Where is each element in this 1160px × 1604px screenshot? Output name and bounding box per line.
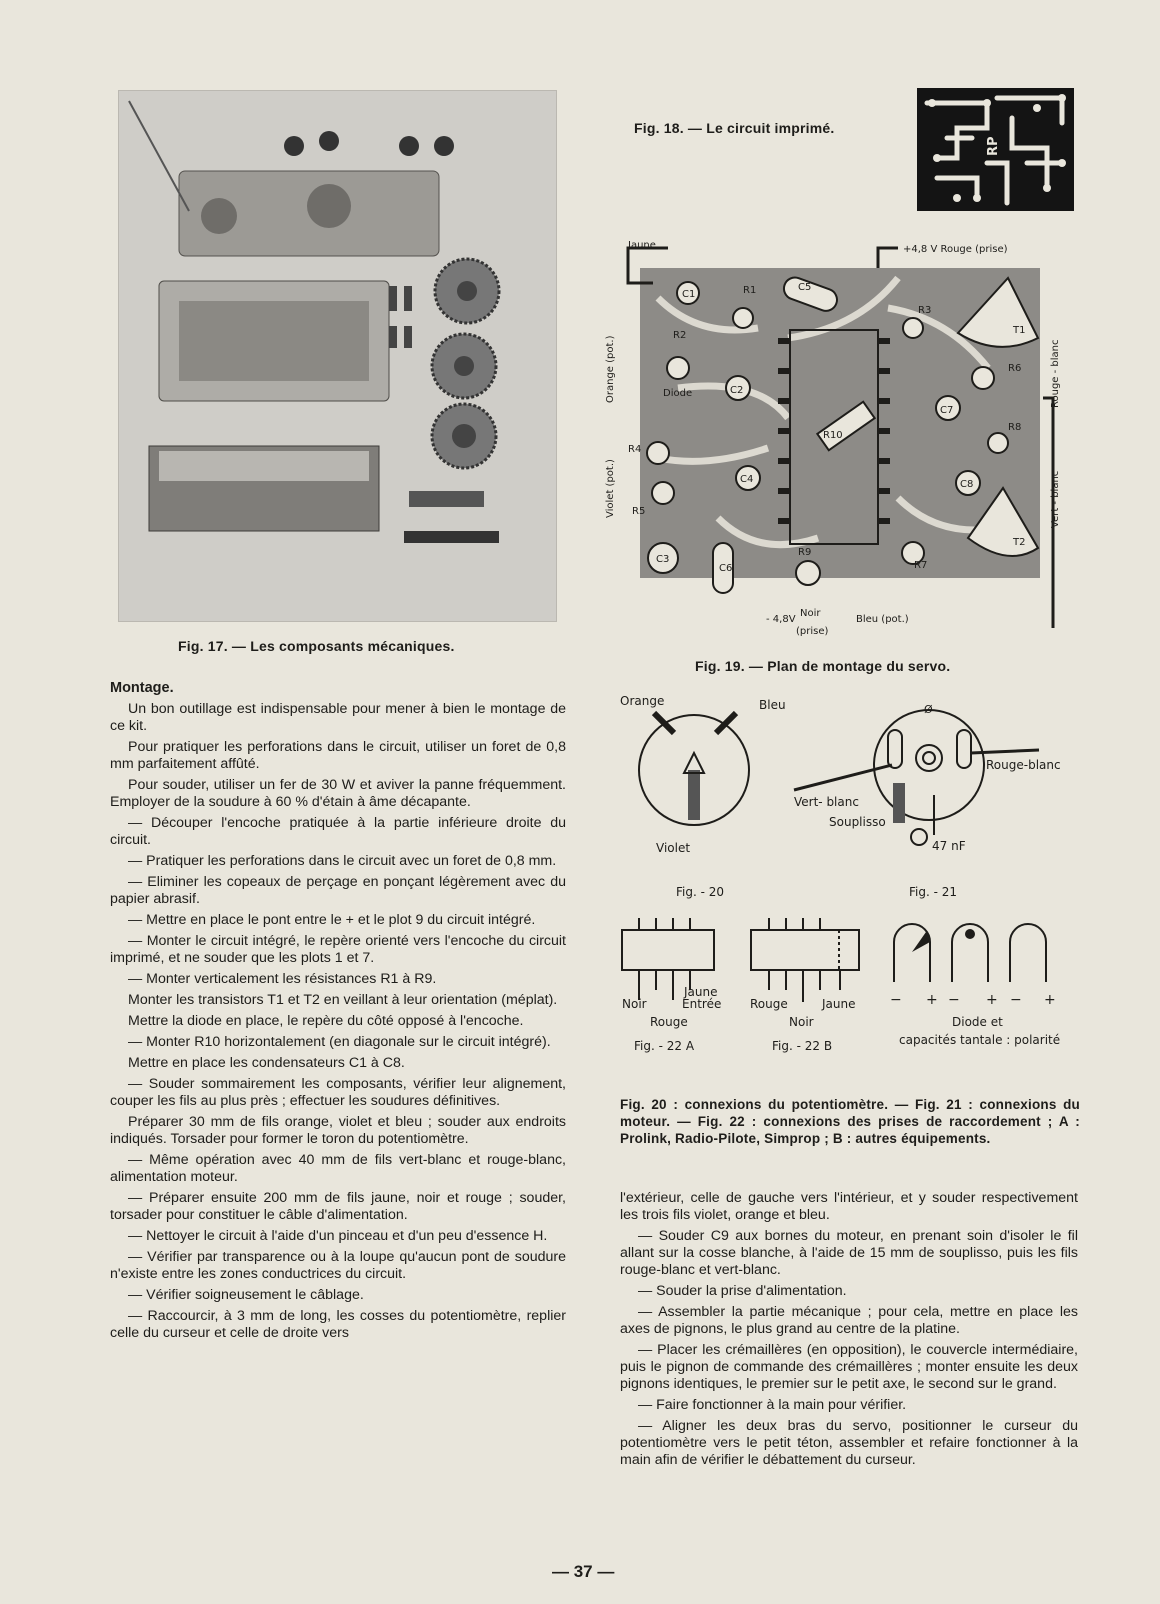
- svg-text:+: +: [926, 992, 938, 1008]
- vert-blanc-label: Vert - blanc: [1050, 470, 1061, 528]
- fig17-photo: [118, 90, 557, 622]
- fig21-vert-blanc-label: Vert- blanc: [794, 795, 859, 809]
- rouge-blanc-label: Rouge - blanc: [1050, 339, 1061, 408]
- t2-label: T2: [1013, 537, 1026, 548]
- paragraph: Pour pratiquer les perforations dans le circuit, utiliser un foret de 0,8 mm parfaitement affûté.: [110, 739, 566, 772]
- fig21-cap-label: 47 nF: [932, 839, 966, 853]
- paragraph: — Monter le circuit intégré, le repère orienté vers l'encoche du circuit imprimé, et ne souder que les plots 1 et 7.: [110, 933, 566, 966]
- r7-label: R7: [914, 560, 928, 571]
- paragraph: Pour souder, utiliser un fer de 30 W et aviver la panne fréquemment. Employer de la soudure à 60 % d'étain à âme décapante.: [110, 777, 566, 810]
- paragraph: — Vérifier soigneusement le câblage.: [128, 1287, 364, 1303]
- jaune-wire-label: Jaune: [628, 240, 656, 251]
- c7-label: C7: [940, 405, 954, 416]
- paragraph: Préparer 30 mm de fils orange, violet et bleu ; souder aux endroits indiqués. Torsader pour former le toron du potentiomètre.: [110, 1114, 566, 1147]
- c1-label: C1: [682, 289, 696, 300]
- fig18-printed-circuit: [917, 88, 1074, 211]
- fig20-22-caption: Fig. 20 : connexions du potentiomètre. — Fig. 21 : connexions du moteur. — Fig. 22 : connexions des prises de raccordement ; A : Prolink, Radio-Pilote, Simprop ; B : autres équipements.: [620, 1097, 1080, 1146]
- mechanical-components-photo: [119, 91, 556, 621]
- paragraph: — Même opération avec 40 mm de fils vert-blanc et rouge-blanc, alimentation moteur.: [110, 1152, 566, 1185]
- fig22a-rouge-label: Rouge: [650, 1015, 688, 1029]
- paragraph: — Découper l'encoche pratiquée à la partie inférieure droite du circuit.: [110, 815, 566, 848]
- fig18-caption: Fig. 18. — Le circuit imprimé.: [634, 120, 835, 136]
- fig19-assembly-plan: [605, 238, 1078, 646]
- r10-label: R10: [823, 430, 843, 441]
- paragraph: — Raccourcir, à 3 mm de long, les cosses du potentiomètre, replier celle du curseur et celle de droite vers: [110, 1308, 566, 1341]
- paragraph: — Pratiquer les perforations dans le circuit avec un foret de 0,8 mm.: [128, 853, 557, 869]
- prise-label: (prise): [796, 626, 829, 637]
- c8-label: C8: [960, 479, 974, 490]
- c3-label: C3: [656, 554, 670, 565]
- fig20-label: Fig. - 20: [676, 885, 725, 899]
- fig20-violet-label: Violet: [656, 841, 691, 855]
- paragraph: — Monter R10 horizontalement (en diagonale sur le circuit intégré).: [128, 1034, 551, 1050]
- fig22b-label: Fig. - 22 B: [772, 1039, 833, 1053]
- fig20-bleu-label: Bleu: [759, 698, 786, 712]
- paragraph: — Préparer ensuite 200 mm de fils jaune, noir et rouge ; souder, torsader pour constituer le câble d'alimentation.: [110, 1190, 566, 1223]
- paragraph: — Placer les crémaillères (en opposition), le couvercle intermédiaire, puis le pignon de commande des crémaillères ; monter ensuite les deux pignons identiques, le premier sur le petit axe, le second sur le grand.: [620, 1342, 1078, 1392]
- r8-label: R8: [1008, 422, 1022, 433]
- paragraph: — Vérifier par transparence ou à la loupe qu'aucun pont de soudure n'existe entre les zones conductrices du circuit.: [110, 1249, 566, 1282]
- fig19-caption: Fig. 19. — Plan de montage du servo.: [695, 658, 951, 674]
- svg-text:+: +: [1044, 992, 1056, 1008]
- svg-text:Ø: Ø: [924, 703, 933, 716]
- fig22-drawings: [614, 912, 1084, 1077]
- paragraph: — Eliminer les copeaux de perçage en ponçant légèrement avec du papier abrasif.: [110, 874, 566, 907]
- bleu-pot-label: Bleu (pot.): [856, 614, 909, 625]
- plus48-wire-label: +4,8 V Rouge (prise): [903, 244, 1008, 255]
- svg-text:−: −: [1010, 992, 1022, 1008]
- diode-caption-line2: capacités tantale : polarité: [899, 1033, 1061, 1047]
- r6-label: R6: [1008, 363, 1022, 374]
- fig22b-jaune-label: Jaune: [822, 997, 856, 1011]
- paragraph: — Assembler la partie mécanique ; pour cela, mettre en place les axes de pignons, le plus grand au centre de la platine.: [620, 1304, 1078, 1337]
- paragraph: — Souder C9 aux bornes du moteur, en prenant soin d'isoler le fil allant sur la cosse blanche, à l'aide de 15 mm de souplisso, puis les fils rouge-blanc et vert-blanc.: [620, 1228, 1078, 1278]
- violet-pot-label: Violet (pot.): [605, 459, 616, 518]
- right-column: [620, 1190, 1078, 1473]
- fig21-rouge-blanc-label: Rouge-blanc: [986, 758, 1061, 772]
- t1-label: T1: [1013, 325, 1026, 336]
- c5-label: C5: [798, 282, 812, 293]
- c6-label: C6: [719, 563, 733, 574]
- moins48-label: - 4,8V: [766, 614, 796, 625]
- svg-text:−: −: [948, 992, 960, 1008]
- paragraph: Mettre en place les condensateurs C1 à C8.: [128, 1055, 405, 1071]
- r1-label: R1: [743, 285, 757, 296]
- paragraph: Un bon outillage est indispensable pour mener à bien le montage de ce kit.: [110, 701, 566, 734]
- diode-label: Diode: [663, 388, 693, 399]
- paragraph: — Nettoyer le circuit à l'aide d'un pinceau et d'un peu d'essence H.: [128, 1228, 548, 1244]
- fig20-orange-label: Orange: [620, 694, 665, 708]
- r3-label: R3: [918, 305, 932, 316]
- fig21-label: Fig. - 21: [909, 885, 958, 899]
- fig22b-rouge-label: Rouge: [750, 997, 788, 1011]
- paragraph: — Faire fonctionner à la main pour vérifier.: [638, 1397, 907, 1413]
- fig22a-noir-label: Noir: [622, 997, 647, 1011]
- paragraph: — Souder la prise d'alimentation.: [638, 1283, 847, 1299]
- paragraph: l'extérieur, celle de gauche vers l'intérieur, et y souder respectivement les trois fils violet, orange et bleu.: [620, 1190, 1078, 1223]
- fig22a-entree-label: Entrée: [682, 997, 722, 1011]
- paragraph: Monter les transistors T1 et T2 en veillant à leur orientation (méplat).: [128, 992, 558, 1008]
- svg-text:−: −: [890, 992, 902, 1008]
- r5-label: R5: [632, 506, 646, 517]
- fig22b-noir-label: Noir: [789, 1015, 814, 1029]
- paragraph: Mettre la diode en place, le repère du côté opposé à l'encoche.: [128, 1013, 524, 1029]
- paragraph: — Monter verticalement les résistances R1 à R9.: [128, 971, 437, 987]
- paragraph: — Mettre en place le pont entre le + et le plot 9 du circuit intégré.: [128, 912, 536, 928]
- paragraph: — Souder sommairement les composants, vérifier leur alignement, couper les fils au plus près ; effectuer les soudures définitives.: [110, 1076, 566, 1109]
- noir-label: Noir: [800, 608, 821, 619]
- orange-pot-label: Orange (pot.): [605, 335, 616, 403]
- fig17-caption: Fig. 17. — Les composants mécaniques.: [178, 638, 455, 654]
- fig22a-label: Fig. - 22 A: [634, 1039, 695, 1053]
- diode-caption-line1: Diode et: [952, 1015, 1003, 1029]
- r9-label: R9: [798, 547, 812, 558]
- fig20-21-drawings: [614, 695, 1084, 905]
- section-heading: Montage.: [110, 680, 174, 696]
- r4-label: R4: [628, 444, 642, 455]
- r2-label: R2: [673, 330, 687, 341]
- page-number: — 37 —: [552, 1562, 615, 1581]
- fig21-souplisso-label: Souplisso: [829, 815, 886, 829]
- left-column: [110, 680, 566, 1346]
- fig18-rp-text: RP: [986, 136, 1001, 156]
- svg-text:+: +: [986, 992, 998, 1008]
- paragraph: — Aligner les deux bras du servo, positionner le curseur du potentiomètre vers le petit téton, assembler et refaire fonctionner à la main afin de vérifier le débattement du curseur.: [620, 1418, 1078, 1468]
- c2-label: C2: [730, 385, 744, 396]
- c4-label: C4: [740, 474, 754, 485]
- fig22a-jaune-label: Jaune: [684, 985, 718, 999]
